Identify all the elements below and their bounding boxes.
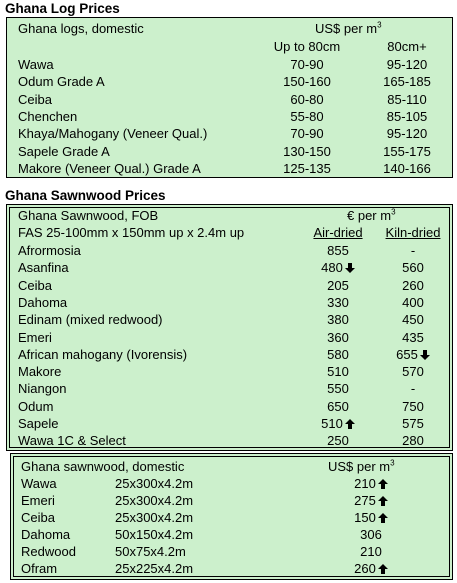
sawnwood-row-name: Niangon [18, 381, 67, 397]
domestic-row-price: 306 [360, 527, 382, 542]
sawnwood-row-name: Makore [18, 364, 62, 380]
sawnwood-table-label: Ghana Sawnwood, FOB [18, 208, 159, 223]
sawnwood-row-name: Asanfina [18, 260, 69, 276]
log-unit: US$ per $m^3$ [315, 20, 382, 36]
sawnwood-row-name: Dahoma [18, 294, 68, 310]
domestic-row-name: Wawa [21, 476, 57, 491]
sawnwood-row-air-dried: 510 [303, 415, 373, 432]
arrow-up-icon [378, 513, 388, 523]
sawnwood-row-air-dried: 580 [327, 346, 349, 362]
sawnwood-row-air-dried: 480 [303, 259, 373, 276]
log-table-label: Ghana logs, domestic [18, 21, 144, 36]
sawnwood-row-name: African mahogany (Ivorensis) [18, 346, 188, 362]
log-col-header-80cm-plus: 80cm+ [387, 39, 427, 54]
log-row-80cm-plus: 95-120 [386, 126, 428, 142]
log-row-name: Wawa [18, 57, 54, 72]
domestic-row-name: Dahoma [21, 527, 71, 542]
log-row-80cm-plus: 95-120 [386, 57, 428, 72]
arrow-up-icon [378, 496, 388, 506]
sawnwood-row-kiln-dried: 400 [402, 294, 424, 310]
sawnwood-row-kiln-dried: 435 [402, 329, 424, 345]
log-row-80cm-plus: 85-105 [386, 108, 428, 124]
domestic-row-price: 210 [360, 544, 382, 559]
domestic-row-name: Redwood [21, 544, 76, 559]
domestic-sawnwood-panel [10, 453, 453, 580]
log-row-name: Makore (Veneer Qual.) Grade A [18, 160, 201, 176]
arrow-up-icon [345, 419, 355, 429]
domestic-row-size: 25x300x4.2m [115, 476, 194, 491]
domestic-row-size: 25x225x4.2m [115, 561, 194, 576]
log-row-name: Chenchen [18, 108, 78, 124]
arrow-up-icon [378, 564, 388, 574]
log-row-up-to-80cm: 70-90 [290, 126, 324, 142]
domestic-row-size: 25x300x4.2m [115, 510, 194, 525]
sawnwood-row-air-dried: 250 [327, 433, 349, 449]
sawnwood-row-air-dried: 205 [327, 277, 349, 293]
sawnwood-row-kiln-dried: 655 [375, 346, 451, 363]
sawnwood-row-kiln-dried: 560 [402, 260, 424, 276]
log-row-up-to-80cm: 55-80 [290, 108, 324, 124]
sawnwood-unit: € per $m^3$ [347, 207, 396, 223]
log-row-name: Odum Grade A [18, 74, 105, 90]
domestic-row-size: 25x300x4.2m [115, 493, 194, 508]
sawnwood-row-name: Sapele [18, 416, 59, 431]
domestic-row-size: 50x75x4.2m [115, 544, 186, 559]
sawnwood-row-name: Afrormosia [18, 243, 81, 258]
sawnwood-row-air-dried: 510 [327, 364, 349, 380]
domestic-row-name: Ofram [21, 561, 58, 576]
domestic-table-label: Ghana sawnwood, domestic [21, 459, 185, 474]
arrow-down-icon [345, 263, 355, 273]
log-row-80cm-plus: 140-166 [383, 160, 431, 176]
log-row-name: Khaya/Mahogany (Veneer Qual.) [18, 126, 208, 142]
sawnwood-row-kiln-dried: 750 [402, 398, 424, 414]
domestic-row-price: 150 [341, 509, 401, 526]
log-prices-heading: Ghana Log Prices [5, 1, 120, 16]
log-prices-panel [6, 17, 453, 178]
sawnwood-prices-heading: Ghana Sawnwood Prices [5, 188, 166, 203]
sawnwood-row-kiln-dried: - [410, 381, 416, 397]
sawnwood-row-name: Wawa 1C & Select [18, 433, 126, 449]
sawnwood-row-kiln-dried: 575 [402, 416, 424, 431]
log-row-up-to-80cm: 130-150 [283, 143, 331, 159]
sawnwood-row-kiln-dried: 570 [402, 364, 424, 380]
arrow-up-icon [378, 479, 388, 489]
log-col-header-up-to-80cm: Up to 80cm [273, 39, 341, 54]
log-row-80cm-plus: 155-175 [383, 143, 431, 159]
arrow-down-icon [420, 350, 430, 360]
domestic-unit: US$ per $m^3$ [328, 458, 395, 474]
sawnwood-row-kiln-dried: 280 [402, 433, 424, 449]
log-row-up-to-80cm: 70-90 [290, 57, 324, 72]
sawnwood-spec: FAS 25-100mm x 150mm up x 2.4m up [18, 225, 245, 240]
domestic-row-price: 275 [341, 492, 401, 509]
log-row-name: Sapele Grade A [18, 143, 110, 159]
log-row-80cm-plus: 165-185 [383, 74, 431, 90]
log-row-up-to-80cm: 60-80 [290, 91, 324, 107]
domestic-row-name: Ceiba [21, 510, 55, 525]
sawnwood-row-name: Ceiba [18, 277, 52, 293]
sawnwood-row-kiln-dried: 260 [402, 277, 424, 293]
sawnwood-row-name: Edinam (mixed redwood) [18, 312, 163, 328]
log-row-up-to-80cm: 125-135 [283, 160, 331, 176]
sawnwood-row-air-dried: 330 [327, 294, 349, 310]
sawnwood-row-air-dried: 360 [327, 329, 349, 345]
domestic-row-price: 260 [341, 560, 401, 577]
domestic-row-price: 210 [341, 475, 401, 492]
sawnwood-row-name: Odum [18, 398, 54, 414]
sawnwood-col-header-air-dried: Air-dried [313, 225, 363, 240]
sawnwood-row-air-dried: 550 [327, 381, 349, 397]
sawnwood-row-air-dried: 380 [327, 312, 349, 328]
sawnwood-row-name: Emeri [18, 329, 52, 345]
sawnwood-prices-panel [6, 204, 453, 451]
log-row-name: Ceiba [18, 91, 52, 107]
domestic-row-name: Emeri [21, 493, 55, 508]
sawnwood-row-kiln-dried: - [410, 243, 416, 258]
domestic-row-size: 50x150x4.2m [115, 527, 194, 542]
sawnwood-row-air-dried: 855 [327, 243, 349, 258]
log-row-up-to-80cm: 150-160 [283, 74, 331, 90]
sawnwood-col-header-kiln-dried: Kiln-dried [385, 225, 441, 240]
log-row-80cm-plus: 85-110 [387, 91, 427, 107]
sawnwood-row-air-dried: 650 [327, 398, 349, 414]
sawnwood-row-kiln-dried: 450 [402, 312, 424, 328]
